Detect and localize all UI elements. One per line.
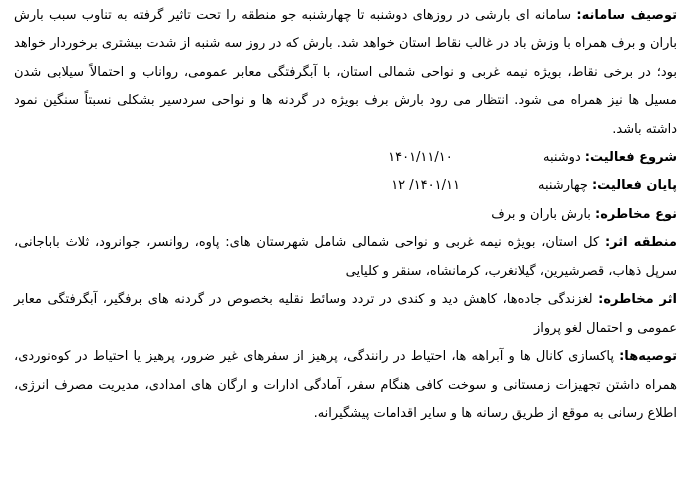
activity-end-row: [14, 172, 677, 200]
system-description-section: [14, 2, 677, 144]
activity-end-date: ۱۴۰۱/۱۱/ ۱۲: [391, 178, 460, 194]
hazard-type-label: نوع مخاطره:: [595, 206, 677, 222]
hazard-type-row: [14, 201, 677, 229]
hazard-impact-label: اثر مخاطره:: [598, 292, 677, 308]
recommendations-section: [14, 343, 677, 429]
activity-start-row: [14, 144, 677, 172]
system-description-text: سامانه ای بارشی در روزهای دوشنبه تا چهارشنبه جو منطقه را تحت تاثیر گرفته به تناوب سبب بارش باران و برف همراه با وزش باد در غالب نقاط استان خواهد شد. بارش که در روز سه شنبه از شدت بیشتری برخوردار خواهد بود؛ در برخی نقاط، بویژه نیمه غربی و نواحی شمالی استان، با آبگرفتگی معابر عمومی، رواناب و احتمالاً سیلابی شدن مسیل ها نیز همراه می شود. انتظار می رود بارش برف بویژه در گردنه ها و نواحی سردسیر بشکلی نسبتاً سنگین نمود داشته باشد.: [14, 8, 677, 137]
activity-start-date: ۱۴۰۱/۱۱/۱۰: [388, 150, 453, 165]
hazard-impact-text: لغزندگی جاده‌ها، کاهش دید و کندی در تردد وسائط نقلیه بخصوص در گردنه های برفگیر، آبگرفتگی معابر عمومی و احتمال لغو پرواز: [14, 292, 677, 336]
recommendations-text: پاکسازی کانال ها و آبراهه ها، احتیاط در رانندگی، پرهیز از سفرهای غیر ضرور، پرهیز یا احتیاط در کوه‌نوردی، همراه داشتن تجهیزات زمستانی و سوخت کافی هنگام سفر، آمادگی ادارات و ارگان های امدادی، مدیریت مصرف انرژی، اطلاع رسانی به موقع از طریق رسانه ها و سایر اقدامات پیشگیرانه.: [14, 349, 677, 421]
impact-region-text: کل استان، بویژه نیمه غربی و نواحی شمالی شامل شهرستان های: پاوه، روانسر، جوانرود، ثلاث باباجانی، سرپل ذهاب، قصرشیرین، گیلانغرب، کرمانشاه، سنقر و کلیایی: [14, 235, 677, 279]
activity-end-day: چهارشنبه: [537, 178, 588, 194]
activity-start-label: شروع فعالیت:: [584, 150, 677, 165]
impact-region-label: منطقه اثر:: [604, 235, 677, 251]
hazard-type-text: بارش باران و برف: [491, 206, 591, 222]
recommendations-label: توصیه‌ها:: [619, 349, 677, 365]
system-description-label: توصیف سامانه:: [576, 8, 677, 23]
activity-end-label: پایان فعالیت:: [591, 178, 677, 194]
impact-region-section: [14, 229, 677, 286]
activity-start-day: دوشنبه: [542, 150, 581, 165]
hazard-impact-section: [14, 286, 677, 343]
